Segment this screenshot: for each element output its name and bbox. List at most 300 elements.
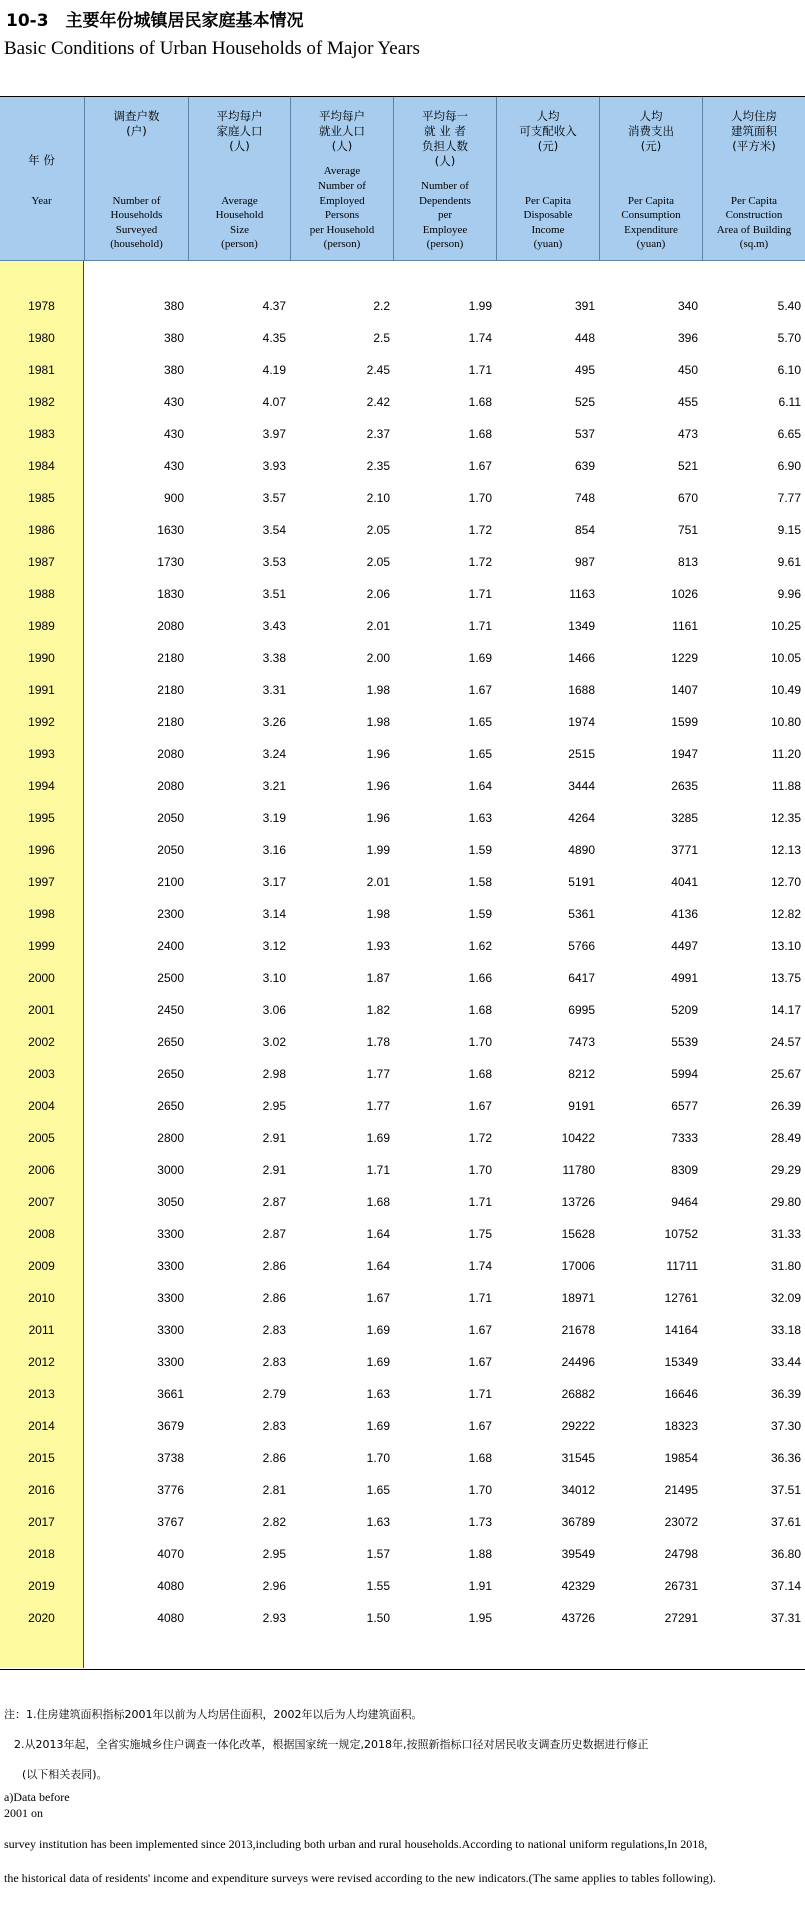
consumption-expenditure-cell: 6577	[671, 1099, 698, 1113]
year-cell: 2004	[28, 1099, 55, 1113]
note-cn-3: (以下相关表同)。	[22, 1768, 108, 1781]
disposable-income-cell: 391	[574, 299, 595, 313]
year-cell: 1989	[28, 619, 55, 633]
households-surveyed-cell: 4080	[157, 1579, 184, 1593]
households-surveyed-cell: 2080	[157, 619, 184, 633]
consumption-expenditure-cell: 396	[677, 331, 698, 345]
dependents-cell: 1.70	[468, 1035, 492, 1049]
disposable-income-cell: 5191	[568, 875, 595, 889]
dependents-cell: 1.65	[468, 715, 492, 729]
disposable-income-cell: 5361	[568, 907, 595, 921]
employed-persons-cell: 1.68	[366, 1195, 390, 1209]
dependents-cell: 1.67	[468, 459, 492, 473]
construction-area-cell: 14.17	[770, 1003, 801, 1017]
year-cell: 2017	[28, 1515, 55, 1529]
dependents-cell: 1.64	[468, 779, 492, 793]
dependents-cell: 1.71	[468, 619, 492, 633]
employed-persons-cell: 1.70	[366, 1451, 390, 1465]
disposable-income-cell: 1466	[568, 651, 595, 665]
household-size-cell: 4.19	[262, 363, 286, 377]
header-households-surveyed-en: Number of Households Surveyed (household)	[110, 194, 163, 251]
disposable-income-cell: 6995	[568, 1003, 595, 1017]
consumption-expenditure-cell: 18323	[664, 1419, 698, 1433]
employed-persons-cell: 1.64	[366, 1259, 390, 1273]
consumption-expenditure-cell: 340	[677, 299, 698, 313]
header-employed-persons	[290, 97, 393, 260]
employed-persons-cell: 1.63	[366, 1387, 390, 1401]
construction-area-cell: 10.49	[770, 683, 801, 697]
employed-persons-cell: 2.42	[366, 395, 390, 409]
households-surveyed-cell: 2180	[157, 651, 184, 665]
dependents-cell: 1.63	[468, 811, 492, 825]
year-cell: 1995	[28, 811, 55, 825]
employed-persons-cell: 1.98	[366, 683, 390, 697]
employed-persons-cell: 1.50	[366, 1611, 390, 1625]
dependents-cell: 1.59	[468, 843, 492, 857]
construction-area-cell: 12.35	[770, 811, 801, 825]
table-row	[0, 1154, 805, 1186]
employed-persons-cell: 1.77	[366, 1099, 390, 1113]
dependents-cell: 1.88	[468, 1547, 492, 1561]
header-construction-area-cn: 人均住房 建筑面积 (平方米)	[731, 109, 777, 153]
consumption-expenditure-cell: 813	[677, 555, 698, 569]
households-surveyed-cell: 1730	[157, 555, 184, 569]
table-row	[0, 994, 805, 1026]
year-cell: 1983	[28, 427, 55, 441]
households-surveyed-cell: 2180	[157, 683, 184, 697]
table-row	[0, 1506, 805, 1538]
employed-persons-cell: 2.5	[373, 331, 390, 345]
household-size-cell: 2.87	[262, 1195, 286, 1209]
construction-area-cell: 36.39	[770, 1387, 801, 1401]
table-row	[0, 1314, 805, 1346]
employed-persons-cell: 2.05	[366, 523, 390, 537]
households-surveyed-cell: 3300	[157, 1291, 184, 1305]
disposable-income-cell: 495	[574, 363, 595, 377]
household-size-cell: 2.83	[262, 1355, 286, 1369]
construction-area-cell: 36.80	[770, 1547, 801, 1561]
household-size-cell: 2.93	[262, 1611, 286, 1625]
household-size-cell: 3.21	[262, 779, 286, 793]
construction-area-cell: 10.80	[770, 715, 801, 729]
employed-persons-cell: 1.64	[366, 1227, 390, 1241]
table-row	[0, 578, 805, 610]
household-size-cell: 3.02	[262, 1035, 286, 1049]
disposable-income-cell: 748	[574, 491, 595, 505]
employed-persons-cell: 1.55	[366, 1579, 390, 1593]
year-cell: 2014	[28, 1419, 55, 1433]
consumption-expenditure-cell: 8309	[671, 1163, 698, 1177]
employed-persons-cell: 2.10	[366, 491, 390, 505]
year-cell: 2012	[28, 1355, 55, 1369]
header-dependents	[393, 97, 496, 260]
table-row	[0, 322, 805, 354]
table-title-cn: 10-3 主要年份城镇居民家庭基本情况	[6, 11, 304, 31]
table-row	[0, 1474, 805, 1506]
dependents-cell: 1.95	[468, 1611, 492, 1625]
household-size-cell: 4.35	[262, 331, 286, 345]
households-surveyed-cell: 1830	[157, 587, 184, 601]
disposable-income-cell: 1163	[569, 587, 595, 601]
year-cell: 1987	[28, 555, 55, 569]
header-household-size-cn: 平均每户 家庭人口 (人)	[216, 109, 263, 153]
consumption-expenditure-cell: 1947	[671, 747, 698, 761]
household-size-cell: 2.86	[262, 1291, 286, 1305]
consumption-expenditure-cell: 4136	[671, 907, 698, 921]
year-cell: 2010	[28, 1291, 55, 1305]
disposable-income-cell: 24496	[561, 1355, 595, 1369]
year-cell: 1992	[28, 715, 55, 729]
construction-area-cell: 33.44	[770, 1355, 801, 1369]
households-surveyed-cell: 2500	[157, 971, 184, 985]
households-surveyed-cell: 2080	[157, 779, 184, 793]
households-surveyed-cell: 2100	[157, 875, 184, 889]
disposable-income-cell: 525	[574, 395, 595, 409]
dependents-cell: 1.67	[468, 1323, 492, 1337]
data-table	[0, 96, 805, 1670]
header-construction-area-en: Per Capita Construction Area of Building (sq.m)	[716, 194, 792, 251]
construction-area-cell: 37.31	[770, 1611, 801, 1625]
households-surveyed-cell: 3000	[157, 1163, 184, 1177]
year-cell: 2006	[28, 1163, 55, 1177]
table-row	[0, 834, 805, 866]
table-row	[0, 1570, 805, 1602]
disposable-income-cell: 4890	[568, 843, 595, 857]
header-year-cn: 年 份	[28, 152, 55, 167]
household-size-cell: 2.95	[262, 1099, 286, 1113]
employed-persons-cell: 1.87	[366, 971, 390, 985]
consumption-expenditure-cell: 12761	[664, 1291, 698, 1305]
households-surveyed-cell: 2650	[157, 1035, 184, 1049]
employed-persons-cell: 1.63	[366, 1515, 390, 1529]
consumption-expenditure-cell: 9464	[671, 1195, 698, 1209]
table-title-en: Basic Conditions of Urban Households of Major Years	[4, 38, 420, 59]
household-size-cell: 2.96	[262, 1579, 286, 1593]
table-row	[0, 1026, 805, 1058]
year-cell: 1998	[28, 907, 55, 921]
household-size-cell: 2.81	[262, 1483, 286, 1497]
table-row	[0, 450, 805, 482]
table-row	[0, 418, 805, 450]
table-row	[0, 802, 805, 834]
header-disposable-income-en: Per Capita Disposable Income (yuan)	[523, 194, 573, 251]
employed-persons-cell: 2.00	[366, 651, 390, 665]
disposable-income-cell: 26882	[561, 1387, 595, 1401]
dependents-cell: 1.68	[468, 427, 492, 441]
households-surveyed-cell: 1630	[157, 523, 184, 537]
dependents-cell: 1.71	[468, 363, 492, 377]
header-dependents-cn: 平均每一 就 业 者 负担人数 (人)	[422, 109, 468, 168]
household-size-cell: 2.91	[262, 1131, 286, 1145]
consumption-expenditure-cell: 23072	[664, 1515, 698, 1529]
header-household-size-en: Average Household Size (person)	[215, 194, 264, 251]
dependents-cell: 1.72	[468, 523, 492, 537]
year-cell: 2016	[28, 1483, 55, 1497]
construction-area-cell: 10.05	[770, 651, 801, 665]
table-row	[0, 354, 805, 386]
households-surveyed-cell: 3300	[157, 1259, 184, 1273]
table-row	[0, 898, 805, 930]
household-size-cell: 3.19	[262, 811, 286, 825]
header-year	[0, 97, 83, 260]
note-en-1: a)Data before	[4, 1790, 70, 1804]
header-disposable-income	[496, 97, 599, 260]
disposable-income-cell: 11780	[562, 1163, 595, 1177]
table-row	[0, 386, 805, 418]
construction-area-cell: 6.90	[777, 459, 801, 473]
dependents-cell: 1.99	[468, 299, 492, 313]
construction-area-cell: 31.80	[770, 1259, 801, 1273]
consumption-expenditure-cell: 14164	[664, 1323, 698, 1337]
table-body	[0, 290, 805, 1634]
note-cn-1: 注：1.住房建筑面积指标2001年以前为人均居住面积，2002年以后为人均建筑面积。	[4, 1708, 423, 1721]
year-cell: 1984	[28, 459, 55, 473]
households-surveyed-cell: 2080	[157, 747, 184, 761]
households-surveyed-cell: 380	[163, 331, 184, 345]
dependents-cell: 1.62	[468, 939, 492, 953]
dependents-cell: 1.67	[468, 1355, 492, 1369]
dependents-cell: 1.67	[468, 683, 492, 697]
dependents-cell: 1.69	[468, 651, 492, 665]
employed-persons-cell: 1.69	[366, 1355, 390, 1369]
consumption-expenditure-cell: 2635	[671, 779, 698, 793]
household-size-cell: 3.57	[262, 491, 286, 505]
disposable-income-cell: 6417	[568, 971, 595, 985]
consumption-expenditure-cell: 16646	[664, 1387, 698, 1401]
employed-persons-cell: 1.99	[366, 843, 390, 857]
dependents-cell: 1.68	[468, 1067, 492, 1081]
households-surveyed-cell: 900	[163, 491, 184, 505]
consumption-expenditure-cell: 4991	[671, 971, 698, 985]
year-cell: 1985	[28, 491, 55, 505]
construction-area-cell: 13.10	[770, 939, 801, 953]
employed-persons-cell: 2.45	[366, 363, 390, 377]
table-row	[0, 770, 805, 802]
header-consumption-expenditure-en: Per Capita Consumption Expenditure (yuan)	[621, 194, 681, 251]
household-size-cell: 3.38	[262, 651, 286, 665]
year-cell: 1982	[28, 395, 55, 409]
year-cell: 2003	[28, 1067, 55, 1081]
households-surveyed-cell: 3738	[157, 1451, 184, 1465]
year-cell: 2020	[28, 1611, 55, 1625]
dependents-cell: 1.70	[468, 1483, 492, 1497]
household-size-cell: 3.93	[262, 459, 286, 473]
year-cell: 1991	[28, 683, 55, 697]
employed-persons-cell: 1.93	[366, 939, 390, 953]
household-size-cell: 2.83	[262, 1419, 286, 1433]
table-row	[0, 1058, 805, 1090]
household-size-cell: 2.87	[262, 1227, 286, 1241]
year-cell: 2019	[28, 1579, 55, 1593]
household-size-cell: 3.43	[262, 619, 286, 633]
dependents-cell: 1.58	[468, 875, 492, 889]
households-surveyed-cell: 3050	[157, 1195, 184, 1209]
year-cell: 1996	[28, 843, 55, 857]
year-cell: 2000	[28, 971, 55, 985]
employed-persons-cell: 1.67	[366, 1291, 390, 1305]
household-size-cell: 3.24	[262, 747, 286, 761]
disposable-income-cell: 9191	[568, 1099, 595, 1113]
year-cell: 2018	[28, 1547, 55, 1561]
construction-area-cell: 9.96	[777, 587, 801, 601]
year-cell: 1978	[28, 299, 55, 313]
household-size-cell: 3.97	[262, 427, 286, 441]
table-row	[0, 738, 805, 770]
header-households-surveyed	[84, 97, 188, 260]
dependents-cell: 1.68	[468, 395, 492, 409]
consumption-expenditure-cell: 521	[677, 459, 698, 473]
disposable-income-cell: 1688	[568, 683, 595, 697]
construction-area-cell: 9.61	[777, 555, 801, 569]
disposable-income-cell: 2515	[568, 747, 595, 761]
dependents-cell: 1.66	[468, 971, 492, 985]
dependents-cell: 1.67	[468, 1419, 492, 1433]
households-surveyed-cell: 430	[163, 427, 184, 441]
employed-persons-cell: 1.77	[366, 1067, 390, 1081]
disposable-income-cell: 1974	[568, 715, 595, 729]
household-size-cell: 2.82	[262, 1515, 286, 1529]
year-cell: 2011	[28, 1323, 55, 1337]
construction-area-cell: 5.70	[777, 331, 801, 345]
consumption-expenditure-cell: 19854	[664, 1451, 698, 1465]
disposable-income-cell: 10422	[561, 1131, 595, 1145]
employed-persons-cell: 1.57	[366, 1547, 390, 1561]
disposable-income-cell: 537	[574, 427, 595, 441]
disposable-income-cell: 21678	[561, 1323, 595, 1337]
year-cell: 2008	[28, 1227, 55, 1241]
table-row	[0, 514, 805, 546]
households-surveyed-cell: 430	[163, 459, 184, 473]
dependents-cell: 1.74	[468, 1259, 492, 1273]
dependents-cell: 1.59	[468, 907, 492, 921]
year-cell: 2007	[28, 1195, 55, 1209]
dependents-cell: 1.70	[468, 491, 492, 505]
dependents-cell: 1.72	[468, 1131, 492, 1145]
construction-area-cell: 13.75	[770, 971, 801, 985]
consumption-expenditure-cell: 670	[677, 491, 698, 505]
dependents-cell: 1.65	[468, 747, 492, 761]
construction-area-cell: 29.29	[770, 1163, 801, 1177]
household-size-cell: 4.37	[262, 299, 286, 313]
consumption-expenditure-cell: 3771	[671, 843, 698, 857]
construction-area-cell: 25.67	[770, 1067, 801, 1081]
dependents-cell: 1.67	[468, 1099, 492, 1113]
consumption-expenditure-cell: 1229	[671, 651, 698, 665]
year-cell: 1980	[28, 331, 55, 345]
household-size-cell: 2.91	[262, 1163, 286, 1177]
employed-persons-cell: 1.98	[366, 907, 390, 921]
households-surveyed-cell: 3776	[157, 1483, 184, 1497]
household-size-cell: 4.07	[262, 395, 286, 409]
households-surveyed-cell: 2180	[157, 715, 184, 729]
consumption-expenditure-cell: 1599	[671, 715, 698, 729]
dependents-cell: 1.71	[468, 1387, 492, 1401]
employed-persons-cell: 1.78	[366, 1035, 390, 1049]
table-row	[0, 642, 805, 674]
households-surveyed-cell: 2450	[157, 1003, 184, 1017]
employed-persons-cell: 2.2	[373, 299, 390, 313]
households-surveyed-cell: 3767	[157, 1515, 184, 1529]
households-surveyed-cell: 3661	[157, 1387, 184, 1401]
household-size-cell: 3.54	[262, 523, 286, 537]
households-surveyed-cell: 3300	[157, 1323, 184, 1337]
dependents-cell: 1.73	[468, 1515, 492, 1529]
dependents-cell: 1.71	[468, 1195, 492, 1209]
disposable-income-cell: 7473	[568, 1035, 595, 1049]
household-size-cell: 3.06	[262, 1003, 286, 1017]
households-surveyed-cell: 2650	[157, 1067, 184, 1081]
household-size-cell: 3.12	[262, 939, 286, 953]
table-row	[0, 674, 805, 706]
consumption-expenditure-cell: 1407	[671, 683, 698, 697]
table-row	[0, 1282, 805, 1314]
households-surveyed-cell: 2300	[157, 907, 184, 921]
header-construction-area	[702, 97, 805, 260]
year-cell: 1994	[28, 779, 55, 793]
disposable-income-cell: 42329	[561, 1579, 595, 1593]
construction-area-cell: 5.40	[777, 299, 801, 313]
table-row	[0, 1250, 805, 1282]
construction-area-cell: 6.10	[777, 363, 801, 377]
consumption-expenditure-cell: 10752	[664, 1227, 698, 1241]
table-row	[0, 962, 805, 994]
table-row	[0, 1090, 805, 1122]
table-row	[0, 1602, 805, 1634]
consumption-expenditure-cell: 4041	[671, 875, 698, 889]
consumption-expenditure-cell: 5539	[671, 1035, 698, 1049]
construction-area-cell: 6.65	[777, 427, 801, 441]
construction-area-cell: 7.77	[777, 491, 801, 505]
year-cell: 1993	[28, 747, 55, 761]
table-row	[0, 706, 805, 738]
disposable-income-cell: 4264	[568, 811, 595, 825]
table-row	[0, 1346, 805, 1378]
employed-persons-cell: 2.35	[366, 459, 390, 473]
table-row	[0, 290, 805, 322]
header-households-surveyed-cn: 调查户数 (户)	[113, 109, 160, 138]
employed-persons-cell: 2.01	[366, 619, 390, 633]
header-household-size	[188, 97, 290, 260]
disposable-income-cell: 29222	[561, 1419, 595, 1433]
employed-persons-cell: 2.06	[366, 587, 390, 601]
disposable-income-cell: 13726	[561, 1195, 595, 1209]
disposable-income-cell: 8212	[568, 1067, 595, 1081]
employed-persons-cell: 2.05	[366, 555, 390, 569]
year-cell: 2013	[28, 1387, 55, 1401]
employed-persons-cell: 2.37	[366, 427, 390, 441]
construction-area-cell: 36.36	[770, 1451, 801, 1465]
consumption-expenditure-cell: 5994	[671, 1067, 698, 1081]
year-cell: 1999	[28, 939, 55, 953]
table-row	[0, 1442, 805, 1474]
construction-area-cell: 29.80	[770, 1195, 801, 1209]
consumption-expenditure-cell: 4497	[671, 939, 698, 953]
year-cell: 1990	[28, 651, 55, 665]
construction-area-cell: 11.88	[771, 779, 801, 793]
construction-area-cell: 37.30	[770, 1419, 801, 1433]
construction-area-cell: 33.18	[770, 1323, 801, 1337]
household-size-cell: 2.86	[262, 1259, 286, 1273]
consumption-expenditure-cell: 751	[677, 523, 698, 537]
consumption-expenditure-cell: 24798	[664, 1547, 698, 1561]
households-surveyed-cell: 2650	[157, 1099, 184, 1113]
household-size-cell: 2.79	[262, 1387, 286, 1401]
dependents-cell: 1.74	[468, 331, 492, 345]
table-row	[0, 1378, 805, 1410]
consumption-expenditure-cell: 5209	[671, 1003, 698, 1017]
employed-persons-cell: 1.71	[366, 1163, 390, 1177]
construction-area-cell: 12.82	[770, 907, 801, 921]
